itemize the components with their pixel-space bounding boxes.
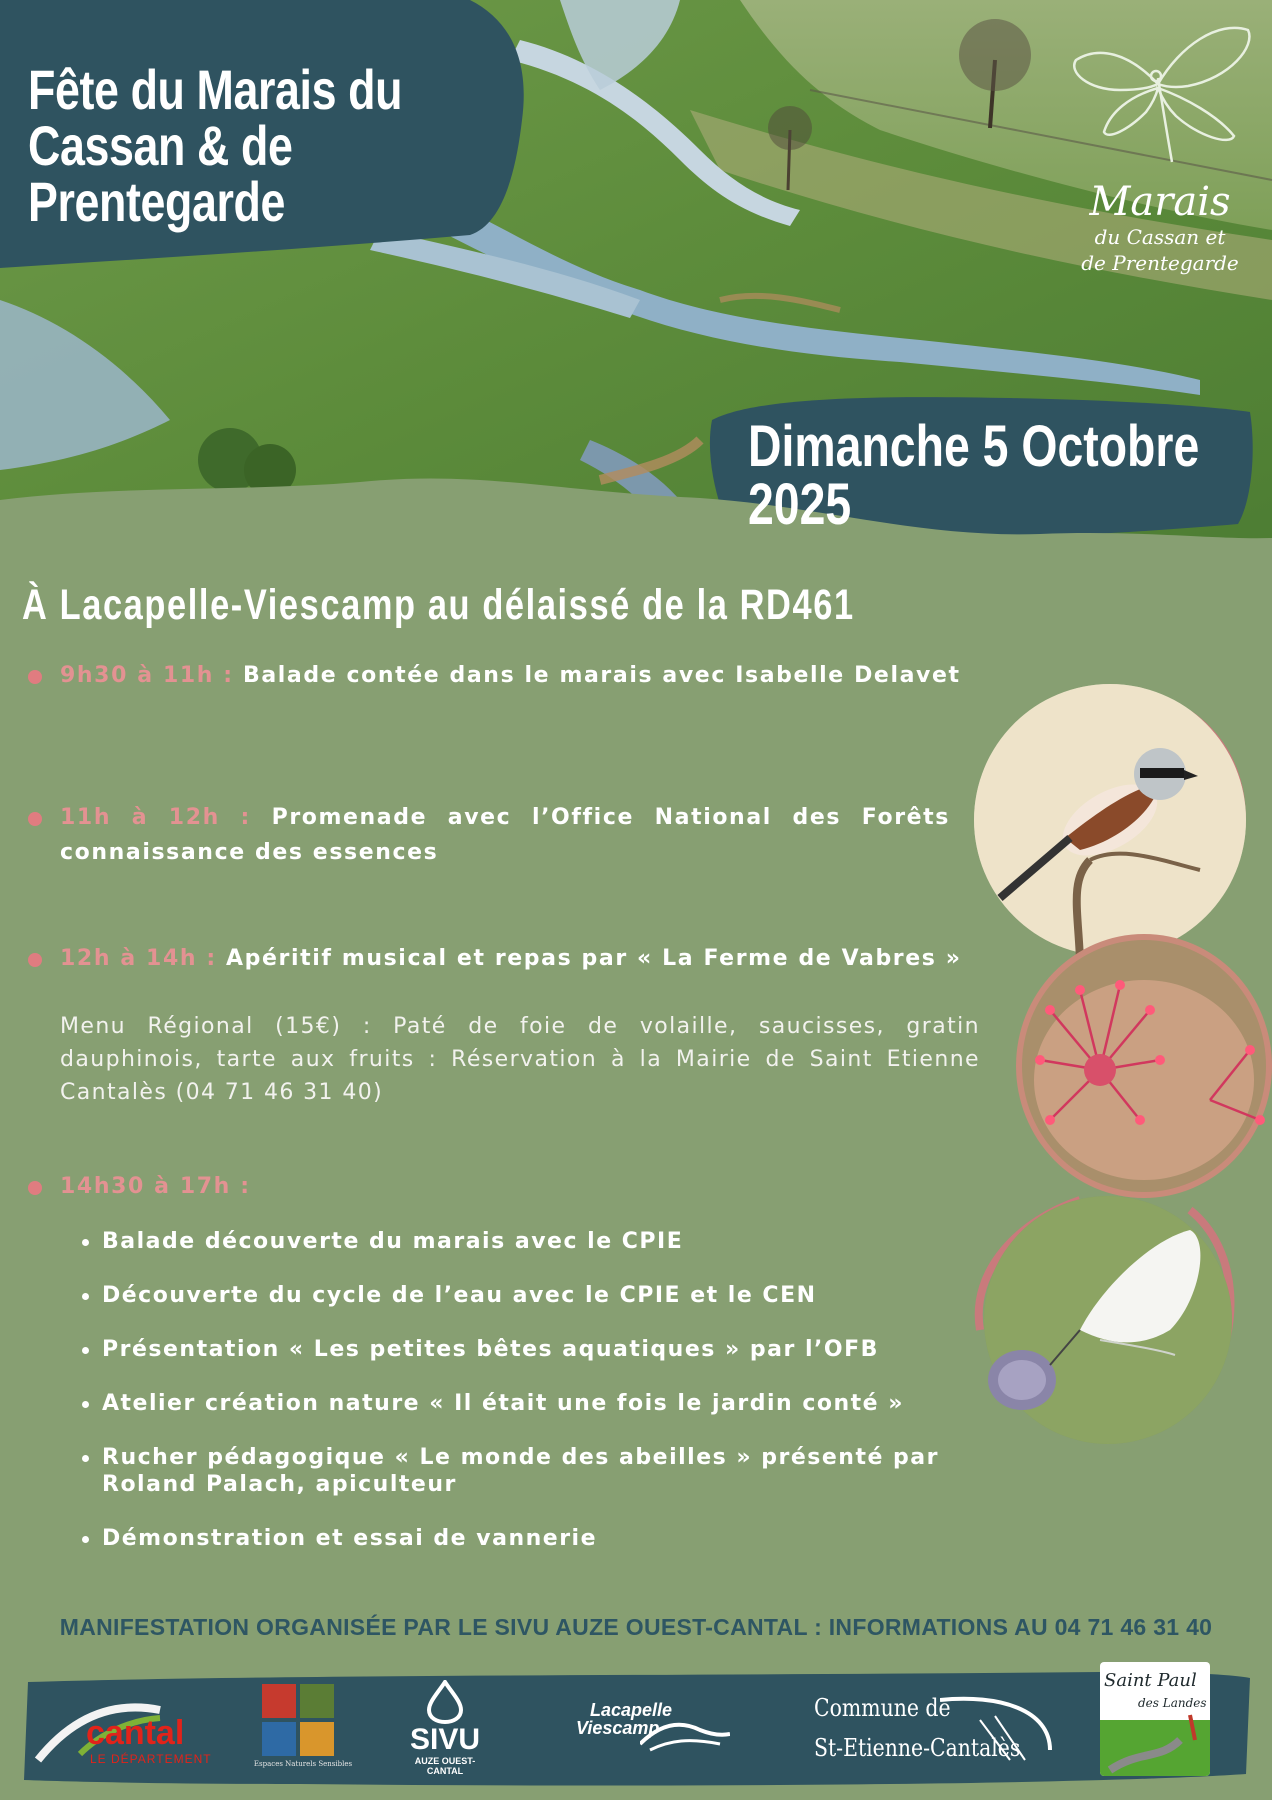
activity-text: Démonstration et essai de vannerie bbox=[102, 1526, 598, 1551]
menu-description: Menu Régional (15€) : Paté de foie de volaille, saucisses, gratin dauphinois, tarte aux fruits : Réservation à la Mairie de Saint Etienne Cantalès (04 71 46 31 40) bbox=[60, 1014, 980, 1105]
sivu-subtitle: AUZE OUEST-CANTAL bbox=[414, 1756, 476, 1776]
logo-title: Marais bbox=[1089, 179, 1231, 225]
activity-item bbox=[82, 1444, 962, 1498]
saint-paul-logo bbox=[1100, 1662, 1210, 1776]
activity-item bbox=[82, 1390, 982, 1417]
schedule-text: Promenade avec l’Office National des Forêts connaissance des essences bbox=[60, 805, 950, 865]
event-location: À Lacapelle-Viescamp au délaissé de la RD461 bbox=[22, 581, 855, 629]
schedule-bullet bbox=[28, 812, 42, 826]
landscape-icon bbox=[1100, 1710, 1210, 1776]
sivu-name: SIVU bbox=[409, 1723, 481, 1756]
butterfly-photo bbox=[960, 1180, 1250, 1450]
schedule-item-1 bbox=[60, 658, 980, 693]
schedule-item-2 bbox=[60, 800, 950, 870]
activity-item bbox=[82, 1228, 982, 1255]
schedule-item-4 bbox=[60, 1169, 980, 1204]
ens-tile bbox=[262, 1722, 296, 1756]
activities-list bbox=[82, 1228, 982, 1579]
road-curve-icon bbox=[940, 1690, 1060, 1770]
hills-icon bbox=[640, 1714, 730, 1754]
saint-paul-line-2: des Landes bbox=[1138, 1696, 1207, 1710]
bullet-dot bbox=[82, 1347, 89, 1354]
schedule-time: 11h à 12h : bbox=[60, 805, 251, 830]
title-line-2: Cassan & de bbox=[28, 114, 293, 177]
date-line-1: Dimanche 5 Octobre bbox=[748, 414, 1200, 479]
ens-caption: Espaces Naturels Sensibles bbox=[253, 1760, 353, 1768]
event-title bbox=[28, 58, 488, 233]
ens-tile bbox=[262, 1684, 296, 1718]
sivu-logo bbox=[400, 1680, 490, 1780]
schedule-bullet bbox=[28, 953, 42, 967]
cantal-subtitle: LE DÉPARTEMENT bbox=[90, 1752, 212, 1766]
ens-logo bbox=[253, 1684, 353, 1774]
logo-subtitle-1: du Cassan et bbox=[1094, 225, 1226, 249]
title-line-3: Prentegarde bbox=[28, 170, 286, 233]
activity-item bbox=[82, 1525, 982, 1552]
schedule-time: 9h30 à 11h : bbox=[60, 663, 234, 688]
schedule-time: 14h30 à 17h : bbox=[60, 1174, 251, 1199]
activity-text: Rucher pédagogique « Le monde des abeilles » présenté par Roland Palach, apiculteur bbox=[102, 1445, 939, 1497]
lacapelle-line-2: Viescamp bbox=[576, 1718, 660, 1738]
lacapelle-line-1: Lacapelle bbox=[590, 1700, 673, 1720]
bullet-dot bbox=[82, 1239, 89, 1246]
activity-text: Atelier création nature « Il était une fois le jardin conté » bbox=[102, 1391, 904, 1416]
organizer-info: MANIFESTATION ORGANISÉE PAR LE SIVU AUZE OUEST-CANTAL : INFORMATIONS AU 04 71 46 31 40 bbox=[59, 1614, 1213, 1640]
bullet-dot bbox=[82, 1401, 89, 1408]
bullet-dot bbox=[82, 1536, 89, 1543]
activity-text: Balade découverte du marais avec le CPIE bbox=[102, 1229, 684, 1254]
schedule-bullet bbox=[28, 1181, 42, 1195]
schedule-text: Apéritif musical et repas par « La Ferme de Vabres » bbox=[226, 946, 962, 971]
ens-tile bbox=[300, 1722, 334, 1756]
activity-text: Découverte du cycle de l’eau avec le CPIE et le CEN bbox=[102, 1283, 817, 1308]
date-line-2: 2025 bbox=[748, 472, 852, 537]
dragonfly-icon bbox=[1058, 12, 1258, 172]
bullet-dot bbox=[82, 1293, 89, 1300]
bird-photo bbox=[960, 670, 1260, 970]
sundew-flower-photo bbox=[1010, 930, 1272, 1200]
schedule-item-3 bbox=[60, 941, 980, 976]
activity-text: Présentation « Les petites bêtes aquatiques » par l’OFB bbox=[102, 1337, 879, 1362]
st-etienne-line-2: St-Etienne-Cantalès bbox=[814, 1734, 1021, 1762]
st-etienne-line-1: Commune de bbox=[814, 1694, 951, 1722]
event-date bbox=[748, 414, 1272, 537]
bullet-dot bbox=[82, 1455, 89, 1462]
activity-item bbox=[82, 1336, 982, 1363]
schedule-bullet bbox=[28, 670, 42, 684]
marais-logo bbox=[1050, 180, 1270, 276]
cantal-name: cantal bbox=[86, 1714, 185, 1752]
water-drop-icon bbox=[425, 1680, 465, 1724]
schedule-text: Balade contée dans le marais avec Isabelle Delavet bbox=[242, 663, 961, 688]
title-line-1: Fête du Marais du bbox=[28, 58, 403, 121]
saint-paul-line-1: Saint Paul bbox=[1104, 1670, 1197, 1691]
cantal-logo bbox=[30, 1690, 220, 1770]
st-etienne-logo bbox=[810, 1690, 1060, 1770]
activity-item bbox=[82, 1282, 982, 1309]
ens-tile bbox=[300, 1684, 334, 1718]
logo-subtitle-2: de Prentegarde bbox=[1081, 251, 1239, 275]
lacapelle-logo bbox=[570, 1700, 730, 1760]
schedule-time: 12h à 14h : bbox=[60, 946, 217, 971]
